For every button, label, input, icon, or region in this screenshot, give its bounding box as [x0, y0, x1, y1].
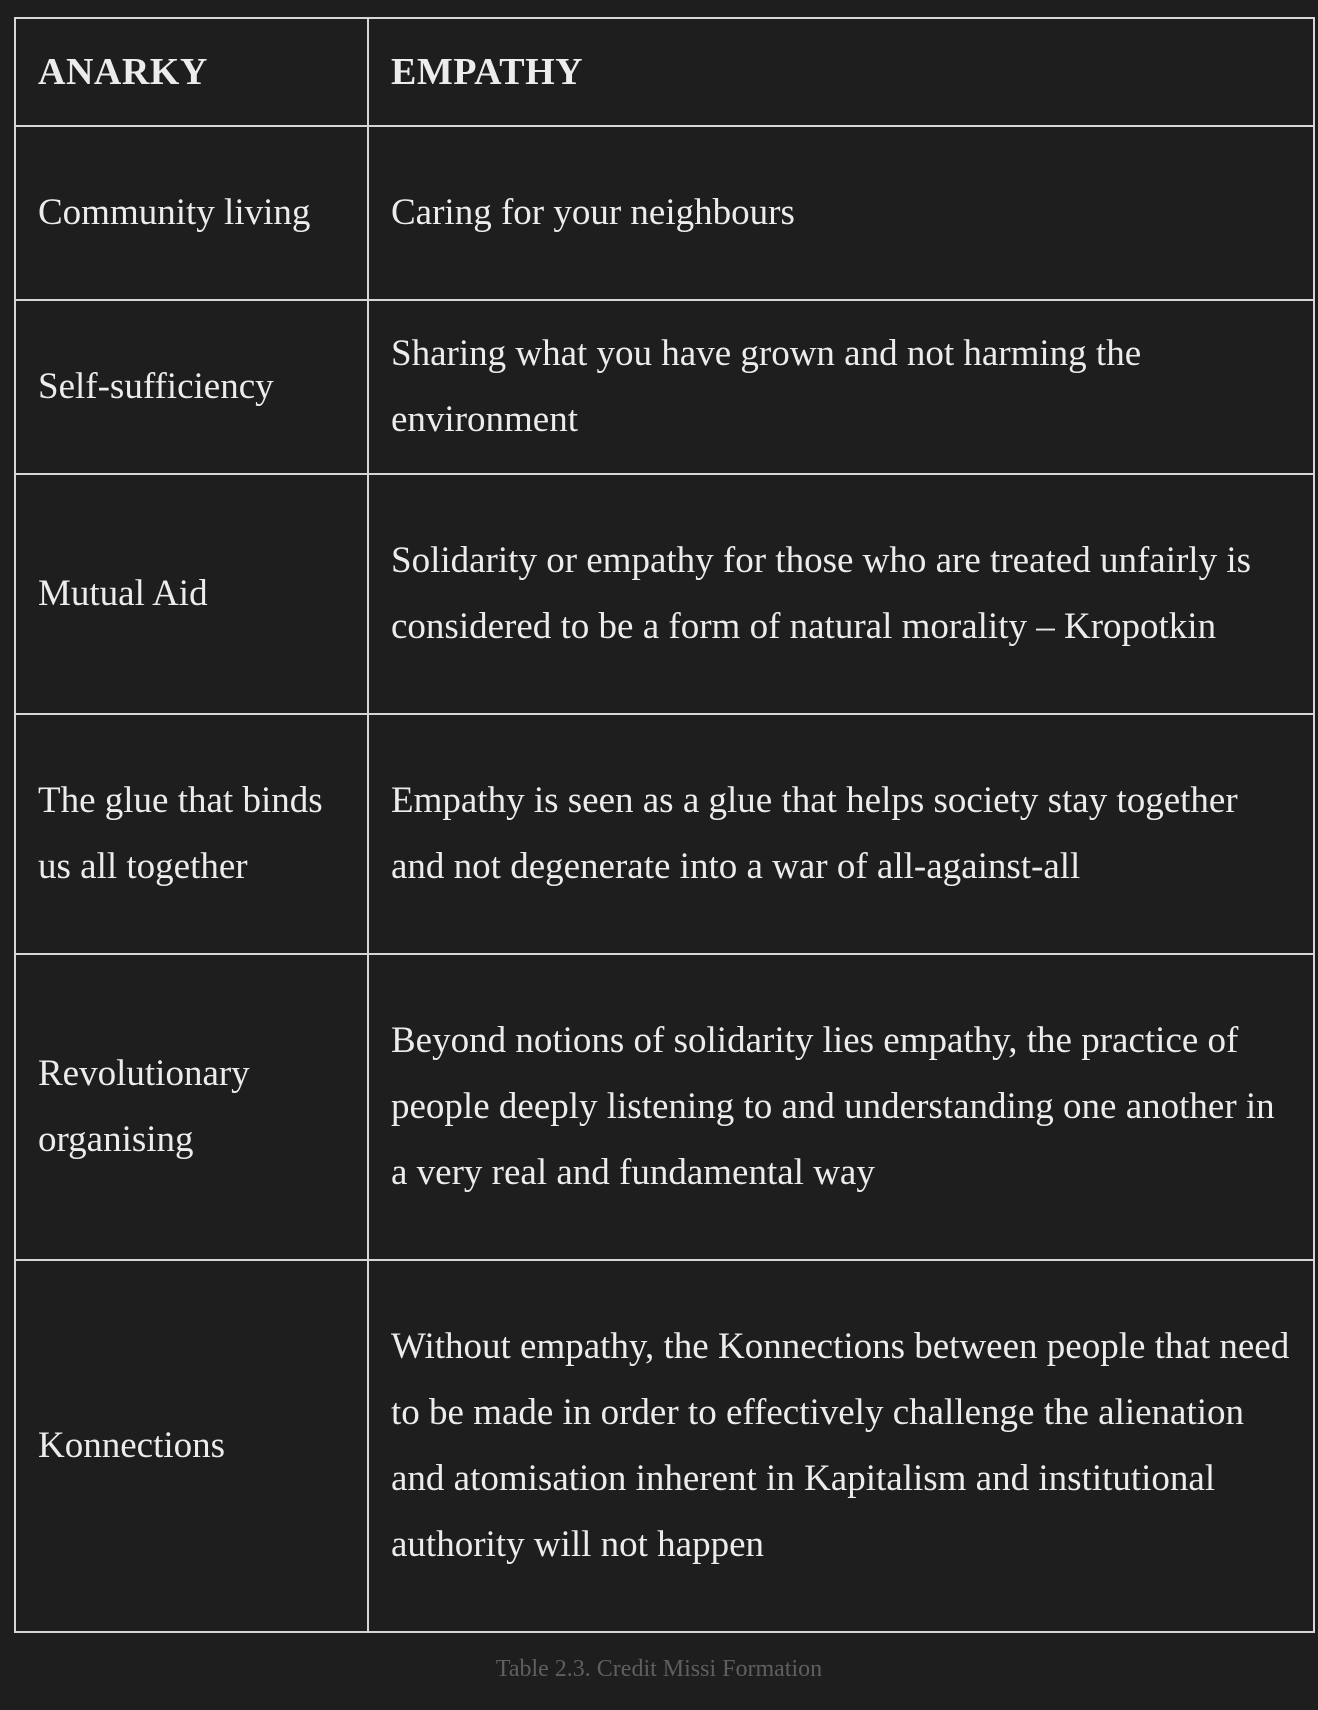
table-row	[15, 714, 1314, 954]
row-term: Revolutionary organising	[15, 954, 368, 1260]
row-description: Caring for your neighbours	[368, 126, 1314, 300]
table-body	[15, 126, 1314, 1632]
row-description: Sharing what you have grown and not harming the environment	[368, 300, 1314, 474]
table-caption: Table 2.3. Credit Missi Formation	[495, 1656, 823, 1682]
table-row	[15, 300, 1314, 474]
row-description: Beyond notions of solidarity lies empathy, the practice of people deeply listening to and understanding one another in a very real and fundamental way	[368, 954, 1314, 1260]
table-row	[15, 474, 1314, 714]
table-header	[15, 18, 1314, 126]
row-term: Self-sufficiency	[15, 300, 368, 474]
row-description: Without empathy, the Konnections between people that need to be made in order to effectively challenge the alienation and atomisation inherent in Kapitalism and institutional authority will not happen	[368, 1260, 1314, 1632]
column-header-anarky: ANARKY	[15, 18, 368, 126]
anarky-empathy-table	[14, 17, 1315, 1633]
row-term: Konnections	[15, 1260, 368, 1632]
column-header-empathy: EMPATHY	[368, 18, 1314, 126]
row-description: Empathy is seen as a glue that helps society stay together and not degenerate into a war of all-against-all	[368, 714, 1314, 954]
row-description: Solidarity or empathy for those who are treated unfairly is considered to be a form of natural morality – Kropotkin	[368, 474, 1314, 714]
table-row	[15, 126, 1314, 300]
table-row	[15, 1260, 1314, 1632]
row-term: Community living	[15, 126, 368, 300]
table-header-row	[15, 18, 1314, 126]
row-term: The glue that binds us all together	[15, 714, 368, 954]
row-term: Mutual Aid	[15, 474, 368, 714]
table-row	[15, 954, 1314, 1260]
